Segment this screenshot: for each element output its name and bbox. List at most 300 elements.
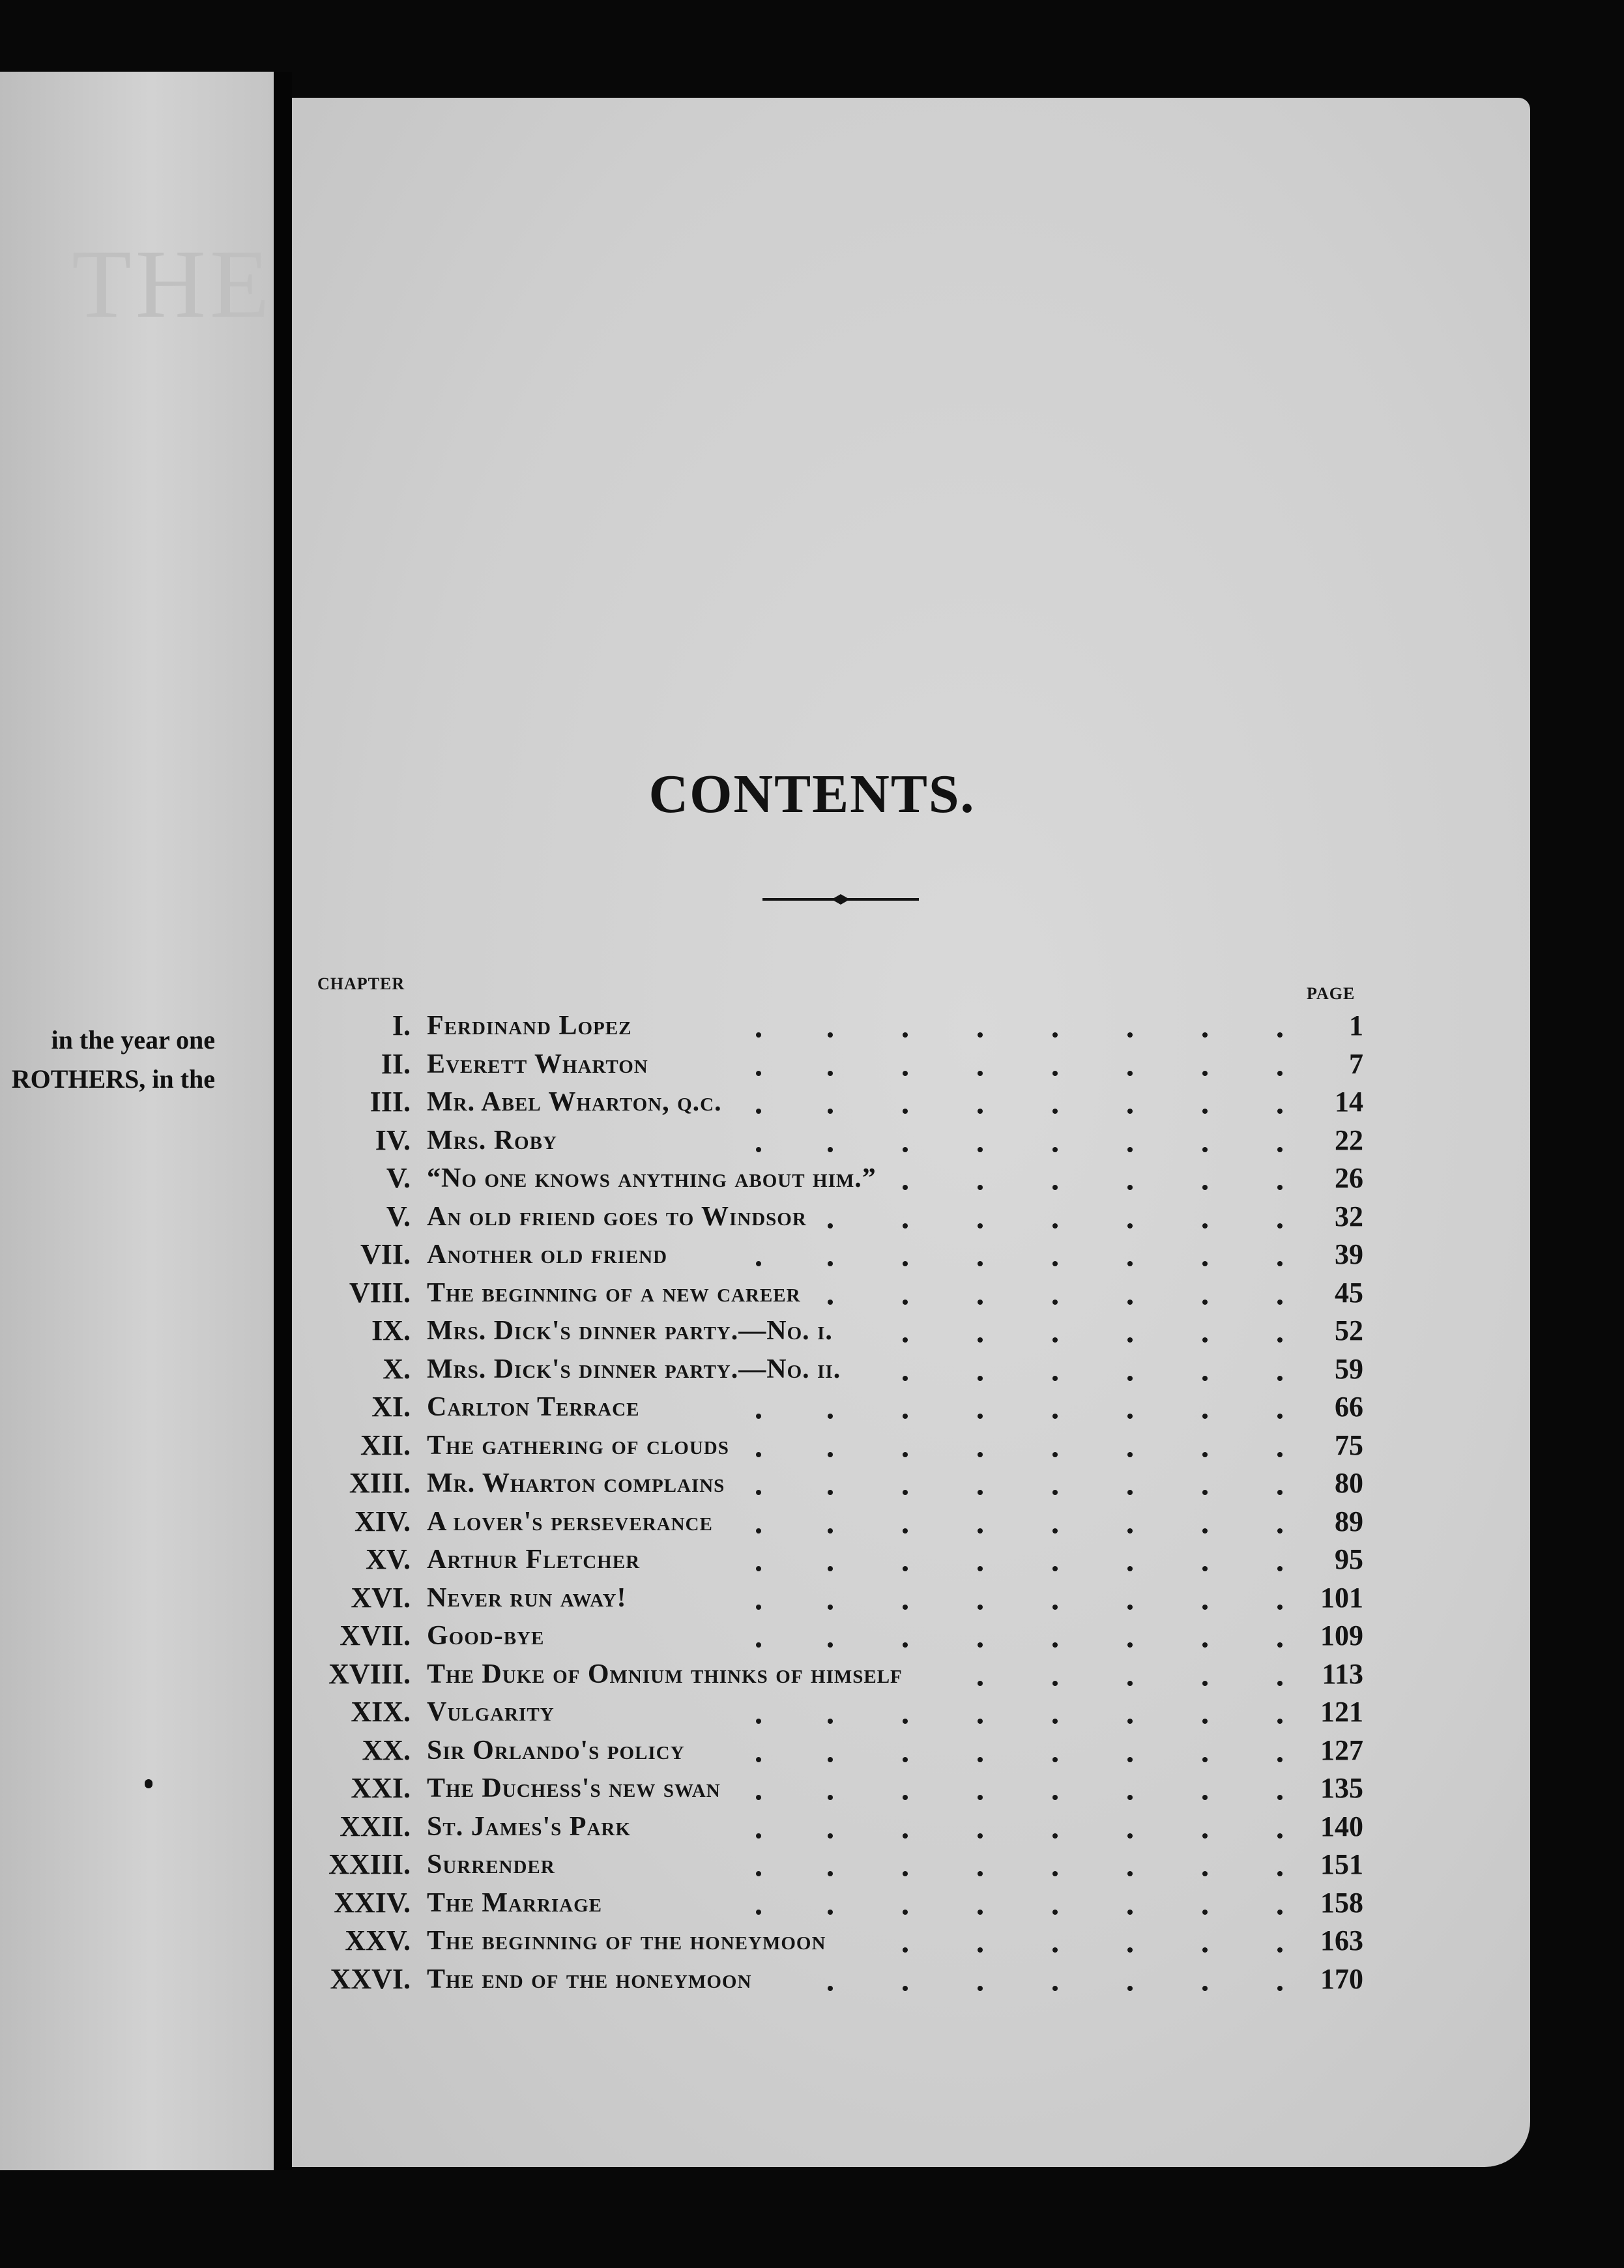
leader-dot [756, 1833, 761, 1839]
leader-dot [1052, 1147, 1058, 1152]
toc-entry [0, 1924, 1624, 1962]
leader-dot [1277, 1376, 1283, 1381]
leader-dot [978, 1871, 983, 1876]
leader-dot [756, 1414, 761, 1419]
dot-leader [717, 1390, 1290, 1428]
leader-dot [903, 1795, 908, 1800]
dot-leader [717, 1466, 1290, 1504]
leader-dot [1277, 1147, 1283, 1152]
chapter-title: Sir Orlando's policy [427, 1735, 685, 1766]
leader-dot [1277, 1566, 1283, 1571]
leader-dot [903, 1147, 908, 1152]
leader-dot [756, 1109, 761, 1114]
leader-dot [1277, 1605, 1283, 1610]
leader-dot [1052, 1071, 1058, 1076]
leader-dot [1052, 1910, 1058, 1915]
chapter-number: V. [386, 1162, 411, 1194]
leader-dot [1202, 1947, 1208, 1953]
chapter-number: IV. [375, 1124, 411, 1156]
chapter-title: Good-bye [427, 1621, 545, 1651]
leader-dot [1127, 1337, 1133, 1343]
leader-dot [978, 1261, 983, 1266]
chapter-number: I. [392, 1010, 411, 1041]
leader-dot [978, 1833, 983, 1839]
leader-dot [903, 1223, 908, 1228]
leader-dot [1052, 1528, 1058, 1534]
leader-dot [978, 1642, 983, 1648]
leader-dot [1277, 1490, 1283, 1495]
leader-dot [1277, 1795, 1283, 1800]
leader-dot [1127, 1528, 1133, 1534]
leader-dot [1277, 1185, 1283, 1190]
dot-leader [717, 1124, 1290, 1161]
leader-dot [756, 1071, 761, 1076]
chapter-number: XXI. [351, 1772, 411, 1804]
leader-dot [903, 1185, 908, 1190]
leader-dot [903, 1414, 908, 1419]
leader-dot [828, 1414, 833, 1419]
leader-dot [1202, 1833, 1208, 1839]
leader-dot [1127, 1947, 1133, 1953]
chapter-title: The gathering of clouds [427, 1430, 729, 1461]
leader-dot [1127, 1795, 1133, 1800]
dot-leader [717, 1505, 1290, 1543]
leader-dot [828, 1605, 833, 1610]
leader-dot [1277, 1986, 1283, 1991]
leader-dot [1127, 1452, 1133, 1457]
leader-dot [978, 1185, 983, 1190]
toc-entry [0, 1429, 1624, 1466]
leader-dot [828, 1452, 833, 1457]
leader-dot [1127, 1261, 1133, 1266]
leader-dot [978, 1109, 983, 1114]
leader-dot [978, 1681, 983, 1686]
dot-leader [717, 1886, 1290, 1924]
chapter-number: III. [370, 1086, 411, 1118]
leader-dot [1127, 1071, 1133, 1076]
chapter-number: XIX. [351, 1696, 411, 1728]
leader-dot [828, 1986, 833, 1991]
leader-dot [1127, 1185, 1133, 1190]
leader-dot [828, 1147, 833, 1152]
leader-dot [1277, 1261, 1283, 1266]
page-number: 163 [1320, 1925, 1363, 1956]
leader-dot [828, 1910, 833, 1915]
leader-dot [1277, 1223, 1283, 1228]
dot-leader [717, 1695, 1290, 1733]
leader-dot [756, 1032, 761, 1038]
chapter-title: Ferdinand Lopez [427, 1011, 632, 1041]
chapter-number: XVI. [351, 1581, 411, 1614]
chapter-number: XXVI. [330, 1962, 411, 1995]
dot-leader [717, 1238, 1290, 1275]
leader-dot [903, 1261, 908, 1266]
leader-dot [1127, 1719, 1133, 1724]
leader-dot [756, 1605, 761, 1610]
page-number: 75 [1335, 1429, 1363, 1461]
chapter-title: The Duchess's new swan [427, 1773, 721, 1803]
leader-dot [978, 1528, 983, 1534]
leader-dot [978, 1147, 983, 1152]
chapter-number: IX. [371, 1315, 411, 1346]
dot-leader [717, 1200, 1290, 1238]
leader-dot [1127, 1833, 1133, 1839]
toc-entry [0, 1466, 1624, 1504]
leader-dot [1052, 1795, 1058, 1800]
leader-dot [1202, 1566, 1208, 1571]
left-page-bleed-through-text: THE [72, 230, 274, 338]
leader-dot [1052, 1337, 1058, 1343]
leader-dot [1202, 1185, 1208, 1190]
leader-dot [978, 1452, 983, 1457]
page-number: 52 [1335, 1315, 1363, 1346]
leader-dot [1277, 1833, 1283, 1839]
leader-dot [756, 1910, 761, 1915]
page-number: 14 [1335, 1086, 1363, 1118]
leader-dot [756, 1642, 761, 1648]
leader-dot [1127, 1032, 1133, 1038]
chapter-title: The beginning of the honeymoon [427, 1926, 826, 1956]
leader-dot [1127, 1414, 1133, 1419]
leader-dot [978, 1757, 983, 1762]
leader-dot [903, 1528, 908, 1534]
toc-entry [0, 1352, 1624, 1390]
leader-dot [1277, 1414, 1283, 1419]
leader-dot [903, 1605, 908, 1610]
leader-dot [828, 1642, 833, 1648]
leader-dot [978, 1719, 983, 1724]
leader-dot [828, 1528, 833, 1534]
chapter-number: X. [383, 1352, 411, 1385]
leader-dot [1052, 1605, 1058, 1610]
leader-dot [756, 1452, 761, 1457]
toc-entry [0, 1771, 1624, 1809]
leader-dot [828, 1109, 833, 1114]
leader-dot [1052, 1032, 1058, 1038]
toc-entry [0, 1314, 1624, 1352]
leader-dot [1202, 1032, 1208, 1038]
page-number: 39 [1335, 1238, 1363, 1270]
dot-leader [717, 1924, 1290, 1962]
leader-dot [978, 1605, 983, 1610]
leader-dot [1202, 1871, 1208, 1876]
leader-dot [756, 1795, 761, 1800]
toc-entry [0, 1543, 1624, 1580]
leader-dot [903, 1452, 908, 1457]
leader-dot [828, 1300, 833, 1305]
chapter-title: The Marriage [427, 1887, 603, 1918]
leader-dot [828, 1757, 833, 1762]
dot-leader [717, 1352, 1290, 1390]
leader-dot [756, 1871, 761, 1876]
leader-dot [903, 1757, 908, 1762]
toc-entry [0, 1238, 1624, 1275]
dot-leader [717, 1085, 1290, 1123]
leader-dot [1052, 1681, 1058, 1686]
leader-dot [1202, 1757, 1208, 1762]
page-number: 80 [1335, 1467, 1363, 1499]
leader-dot [1052, 1986, 1058, 1991]
chapter-number: V. [386, 1200, 411, 1232]
chapter-title: The beginning of a new career [427, 1277, 801, 1308]
leader-dot [1052, 1452, 1058, 1457]
toc-entry [0, 1505, 1624, 1543]
dot-leader [717, 1734, 1290, 1771]
leader-dot [903, 1642, 908, 1648]
leader-dot [828, 1223, 833, 1228]
leader-dot [978, 1337, 983, 1343]
chapter-title: Surrender [427, 1850, 555, 1880]
toc-entry [0, 1276, 1624, 1314]
leader-dot [903, 1376, 908, 1381]
page-number: 121 [1320, 1696, 1363, 1728]
leader-dot [978, 1376, 983, 1381]
chapter-title: The end of the honeymoon [427, 1964, 752, 1994]
dot-leader [717, 1161, 1290, 1199]
leader-dot [1127, 1300, 1133, 1305]
dot-leader [717, 1848, 1290, 1885]
leader-dot [1127, 1757, 1133, 1762]
toc-entry [0, 1886, 1624, 1924]
dot-leader [717, 1543, 1290, 1580]
leader-dot [756, 1757, 761, 1762]
chapter-title: A lover's perseverance [427, 1506, 713, 1537]
toc-entry [0, 1047, 1624, 1085]
chapter-number: XVII. [340, 1620, 411, 1651]
leader-dot [978, 1414, 983, 1419]
leader-dot [903, 1071, 908, 1076]
chapter-number: XII. [360, 1429, 411, 1461]
leader-dot [1052, 1566, 1058, 1571]
leader-dot [1052, 1414, 1058, 1419]
chapter-number: VII. [360, 1238, 411, 1270]
leader-dot [978, 1795, 983, 1800]
leader-dot [978, 1910, 983, 1915]
chapter-number: II. [381, 1047, 411, 1080]
leader-dot [978, 1566, 983, 1571]
leader-dot [1052, 1109, 1058, 1114]
leader-dot [1127, 1605, 1133, 1610]
leader-dot [1052, 1185, 1058, 1190]
leader-dot [756, 1261, 761, 1266]
leader-dot [1277, 1910, 1283, 1915]
page-number: 101 [1320, 1581, 1363, 1614]
page-number: 140 [1320, 1810, 1363, 1842]
chapter-title: Another old friend [427, 1240, 668, 1270]
leader-dot [828, 1719, 833, 1724]
chapter-title: Mrs. Dick's dinner party.—No. i. [427, 1316, 833, 1346]
leader-dot [903, 1109, 908, 1114]
page-number: 22 [1335, 1124, 1363, 1156]
leader-dot [1127, 1681, 1133, 1686]
dot-leader [717, 1810, 1290, 1848]
leader-dot [1052, 1261, 1058, 1266]
leader-dot [978, 1300, 983, 1305]
chapter-number: XXIII. [328, 1848, 411, 1880]
leader-dot [1127, 1986, 1133, 1991]
toc-entry [0, 1962, 1624, 2000]
chapter-title: Mr. Abel Wharton, q.c. [427, 1087, 722, 1117]
leader-dot [1127, 1223, 1133, 1228]
leader-dot [756, 1566, 761, 1571]
leader-dot [1277, 1642, 1283, 1648]
leader-dot [1277, 1681, 1283, 1686]
leader-dot [756, 1490, 761, 1495]
toc-entry [0, 1390, 1624, 1428]
toc-entry [0, 1848, 1624, 1885]
leader-dot [1052, 1376, 1058, 1381]
leader-dot [1127, 1871, 1133, 1876]
leader-dot [1202, 1414, 1208, 1419]
page-number: 95 [1335, 1543, 1363, 1575]
leader-dot [978, 1986, 983, 1991]
leader-dot [903, 1947, 908, 1953]
page-number: 59 [1335, 1352, 1363, 1385]
leader-dot [1052, 1947, 1058, 1953]
page-number: 170 [1320, 1962, 1363, 1995]
page-number: 109 [1320, 1620, 1363, 1651]
leader-dot [828, 1566, 833, 1571]
chapter-title: Vulgarity [427, 1697, 555, 1727]
leader-dot [1277, 1528, 1283, 1534]
chapter-title: Everett Wharton [427, 1049, 648, 1079]
leader-dot [1052, 1871, 1058, 1876]
chapter-number: XIV. [354, 1505, 411, 1537]
page-column-header: PAGE [1307, 984, 1356, 1003]
leader-dot [1202, 1642, 1208, 1648]
leader-dot [1277, 1452, 1283, 1457]
leader-dot [1202, 1605, 1208, 1610]
leader-dot [903, 1719, 908, 1724]
leader-dot [1277, 1947, 1283, 1953]
page-number: 45 [1335, 1276, 1363, 1309]
page-number: 7 [1349, 1047, 1363, 1080]
dot-leader [717, 1009, 1290, 1047]
leader-dot [1127, 1490, 1133, 1495]
leader-dot [1052, 1642, 1058, 1648]
chapter-number: XIII. [349, 1467, 411, 1499]
leader-dot [903, 1566, 908, 1571]
leader-dot [1202, 1376, 1208, 1381]
leader-dot [903, 1300, 908, 1305]
leader-dot [1127, 1376, 1133, 1381]
page-number: 113 [1322, 1657, 1363, 1690]
dot-leader [717, 1962, 1290, 2000]
chapter-number: XV. [366, 1543, 411, 1575]
leader-dot [978, 1032, 983, 1038]
dot-leader [717, 1429, 1290, 1466]
leader-dot [1202, 1223, 1208, 1228]
chapter-title: St. James's Park [427, 1811, 631, 1842]
leader-dot [1202, 1300, 1208, 1305]
page-number: 135 [1320, 1772, 1363, 1804]
leader-dot [1127, 1566, 1133, 1571]
chapter-number: XXV. [345, 1925, 411, 1956]
leader-dot [1202, 1910, 1208, 1915]
leader-dot [978, 1223, 983, 1228]
chapter-number: XI. [371, 1391, 411, 1423]
leader-dot [1127, 1910, 1133, 1915]
left-page-line-1: in the year one [51, 1025, 215, 1054]
leader-dot [1277, 1032, 1283, 1038]
chapter-title: Mr. Wharton complains [427, 1468, 725, 1498]
leader-dot [903, 1490, 908, 1495]
leader-dot [1202, 1452, 1208, 1457]
leader-dot [1052, 1833, 1058, 1839]
leader-dot [1277, 1300, 1283, 1305]
leader-dot [1127, 1147, 1133, 1152]
leader-dot [903, 1032, 908, 1038]
leader-dot [1127, 1109, 1133, 1114]
title-ornament [762, 893, 919, 906]
leader-dot [828, 1795, 833, 1800]
leader-dot [1052, 1490, 1058, 1495]
leader-dot [978, 1071, 983, 1076]
leader-dot [903, 1871, 908, 1876]
leader-dot [828, 1071, 833, 1076]
leader-dot [1277, 1071, 1283, 1076]
leader-dot [1202, 1071, 1208, 1076]
leader-dot [756, 1147, 761, 1152]
leader-dot [1277, 1337, 1283, 1343]
leader-dot [756, 1528, 761, 1534]
leader-dot [1202, 1261, 1208, 1266]
toc-entry [0, 1619, 1624, 1657]
chapter-column-header: CHAPTER [317, 974, 405, 993]
chapter-title: Never run away! [427, 1582, 627, 1613]
leader-dot [828, 1833, 833, 1839]
dot-leader [717, 1619, 1290, 1657]
leader-dot [1277, 1719, 1283, 1724]
leader-dot [1202, 1795, 1208, 1800]
page-number: 26 [1335, 1162, 1363, 1194]
leader-dot [1052, 1719, 1058, 1724]
leader-dot [1052, 1757, 1058, 1762]
toc-entry [0, 1581, 1624, 1619]
leader-dot [828, 1490, 833, 1495]
chapter-title: An old friend goes to Windsor [427, 1201, 807, 1232]
leader-dot [1277, 1109, 1283, 1114]
leader-dot [978, 1947, 983, 1953]
toc-entry [0, 1124, 1624, 1161]
leader-dot [1277, 1871, 1283, 1876]
leader-dot [903, 1833, 908, 1839]
page-number: 158 [1320, 1886, 1363, 1919]
chapter-number: XXII. [340, 1810, 411, 1842]
page-number: 66 [1335, 1391, 1363, 1423]
dot-leader [717, 1771, 1290, 1809]
chapter-number: XVIII. [328, 1657, 411, 1690]
dot-leader [717, 1657, 1290, 1695]
page-number: 32 [1335, 1200, 1363, 1232]
leader-dot [756, 1719, 761, 1724]
dot-leader [717, 1047, 1290, 1085]
chapter-number: VIII. [349, 1276, 411, 1309]
leader-dot [828, 1032, 833, 1038]
leader-dot [1202, 1337, 1208, 1343]
leader-dot [1277, 1757, 1283, 1762]
leader-dot [1127, 1642, 1133, 1648]
chapter-number: XXIV. [334, 1886, 411, 1919]
toc-entry [0, 1009, 1624, 1047]
leader-dot [1202, 1490, 1208, 1495]
page-number: 89 [1335, 1505, 1363, 1537]
leader-dot [1202, 1147, 1208, 1152]
toc-entry [0, 1657, 1624, 1695]
leader-dot [978, 1490, 983, 1495]
page-number: 127 [1320, 1734, 1363, 1766]
toc-entry [0, 1695, 1624, 1733]
